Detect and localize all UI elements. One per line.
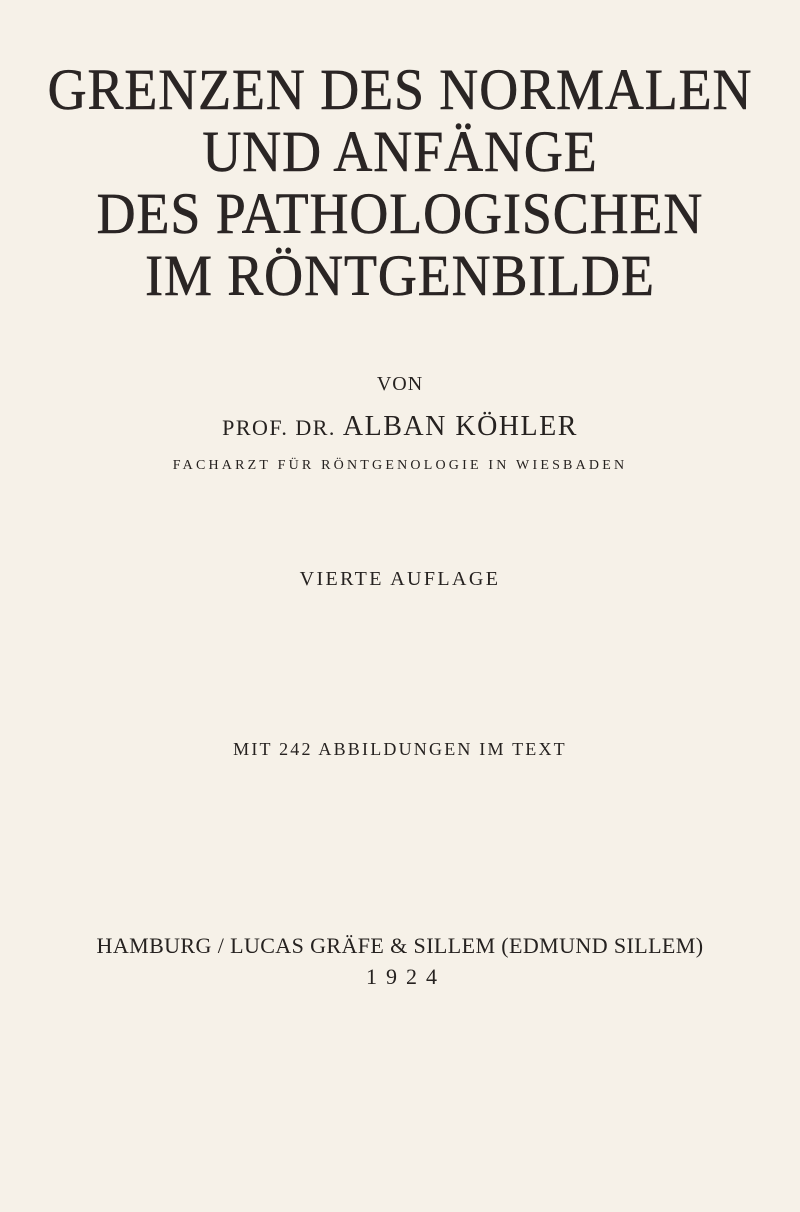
title-line-2: UND ANFÄNGE	[202, 119, 598, 184]
publication-year: 1924	[366, 964, 446, 989]
illustrations-note: MIT 242 ABBILDUNGEN IM TEXT	[233, 739, 567, 759]
edition: VIERTE AUFLAGE	[299, 568, 501, 590]
title-line-3: DES PATHOLOGISCHEN	[96, 181, 704, 246]
author-prefix: PROF. DR.	[222, 415, 336, 440]
author-name: ALBAN KÖHLER	[342, 411, 578, 442]
title-line-4: IM RÖNTGENBILDE	[145, 243, 655, 308]
publisher-imprint: HAMBURG / LUCAS GRÄFE & SILLEM (EDMUND SILLEM)	[96, 933, 704, 958]
byline-von: VON	[376, 373, 424, 395]
title-line-1: GRENZEN DES NORMALEN	[47, 57, 753, 122]
author	[0, 410, 800, 445]
author-affiliation: FACHARZT FÜR RÖNTGENOLOGIE IN WIESBADEN	[172, 458, 628, 473]
